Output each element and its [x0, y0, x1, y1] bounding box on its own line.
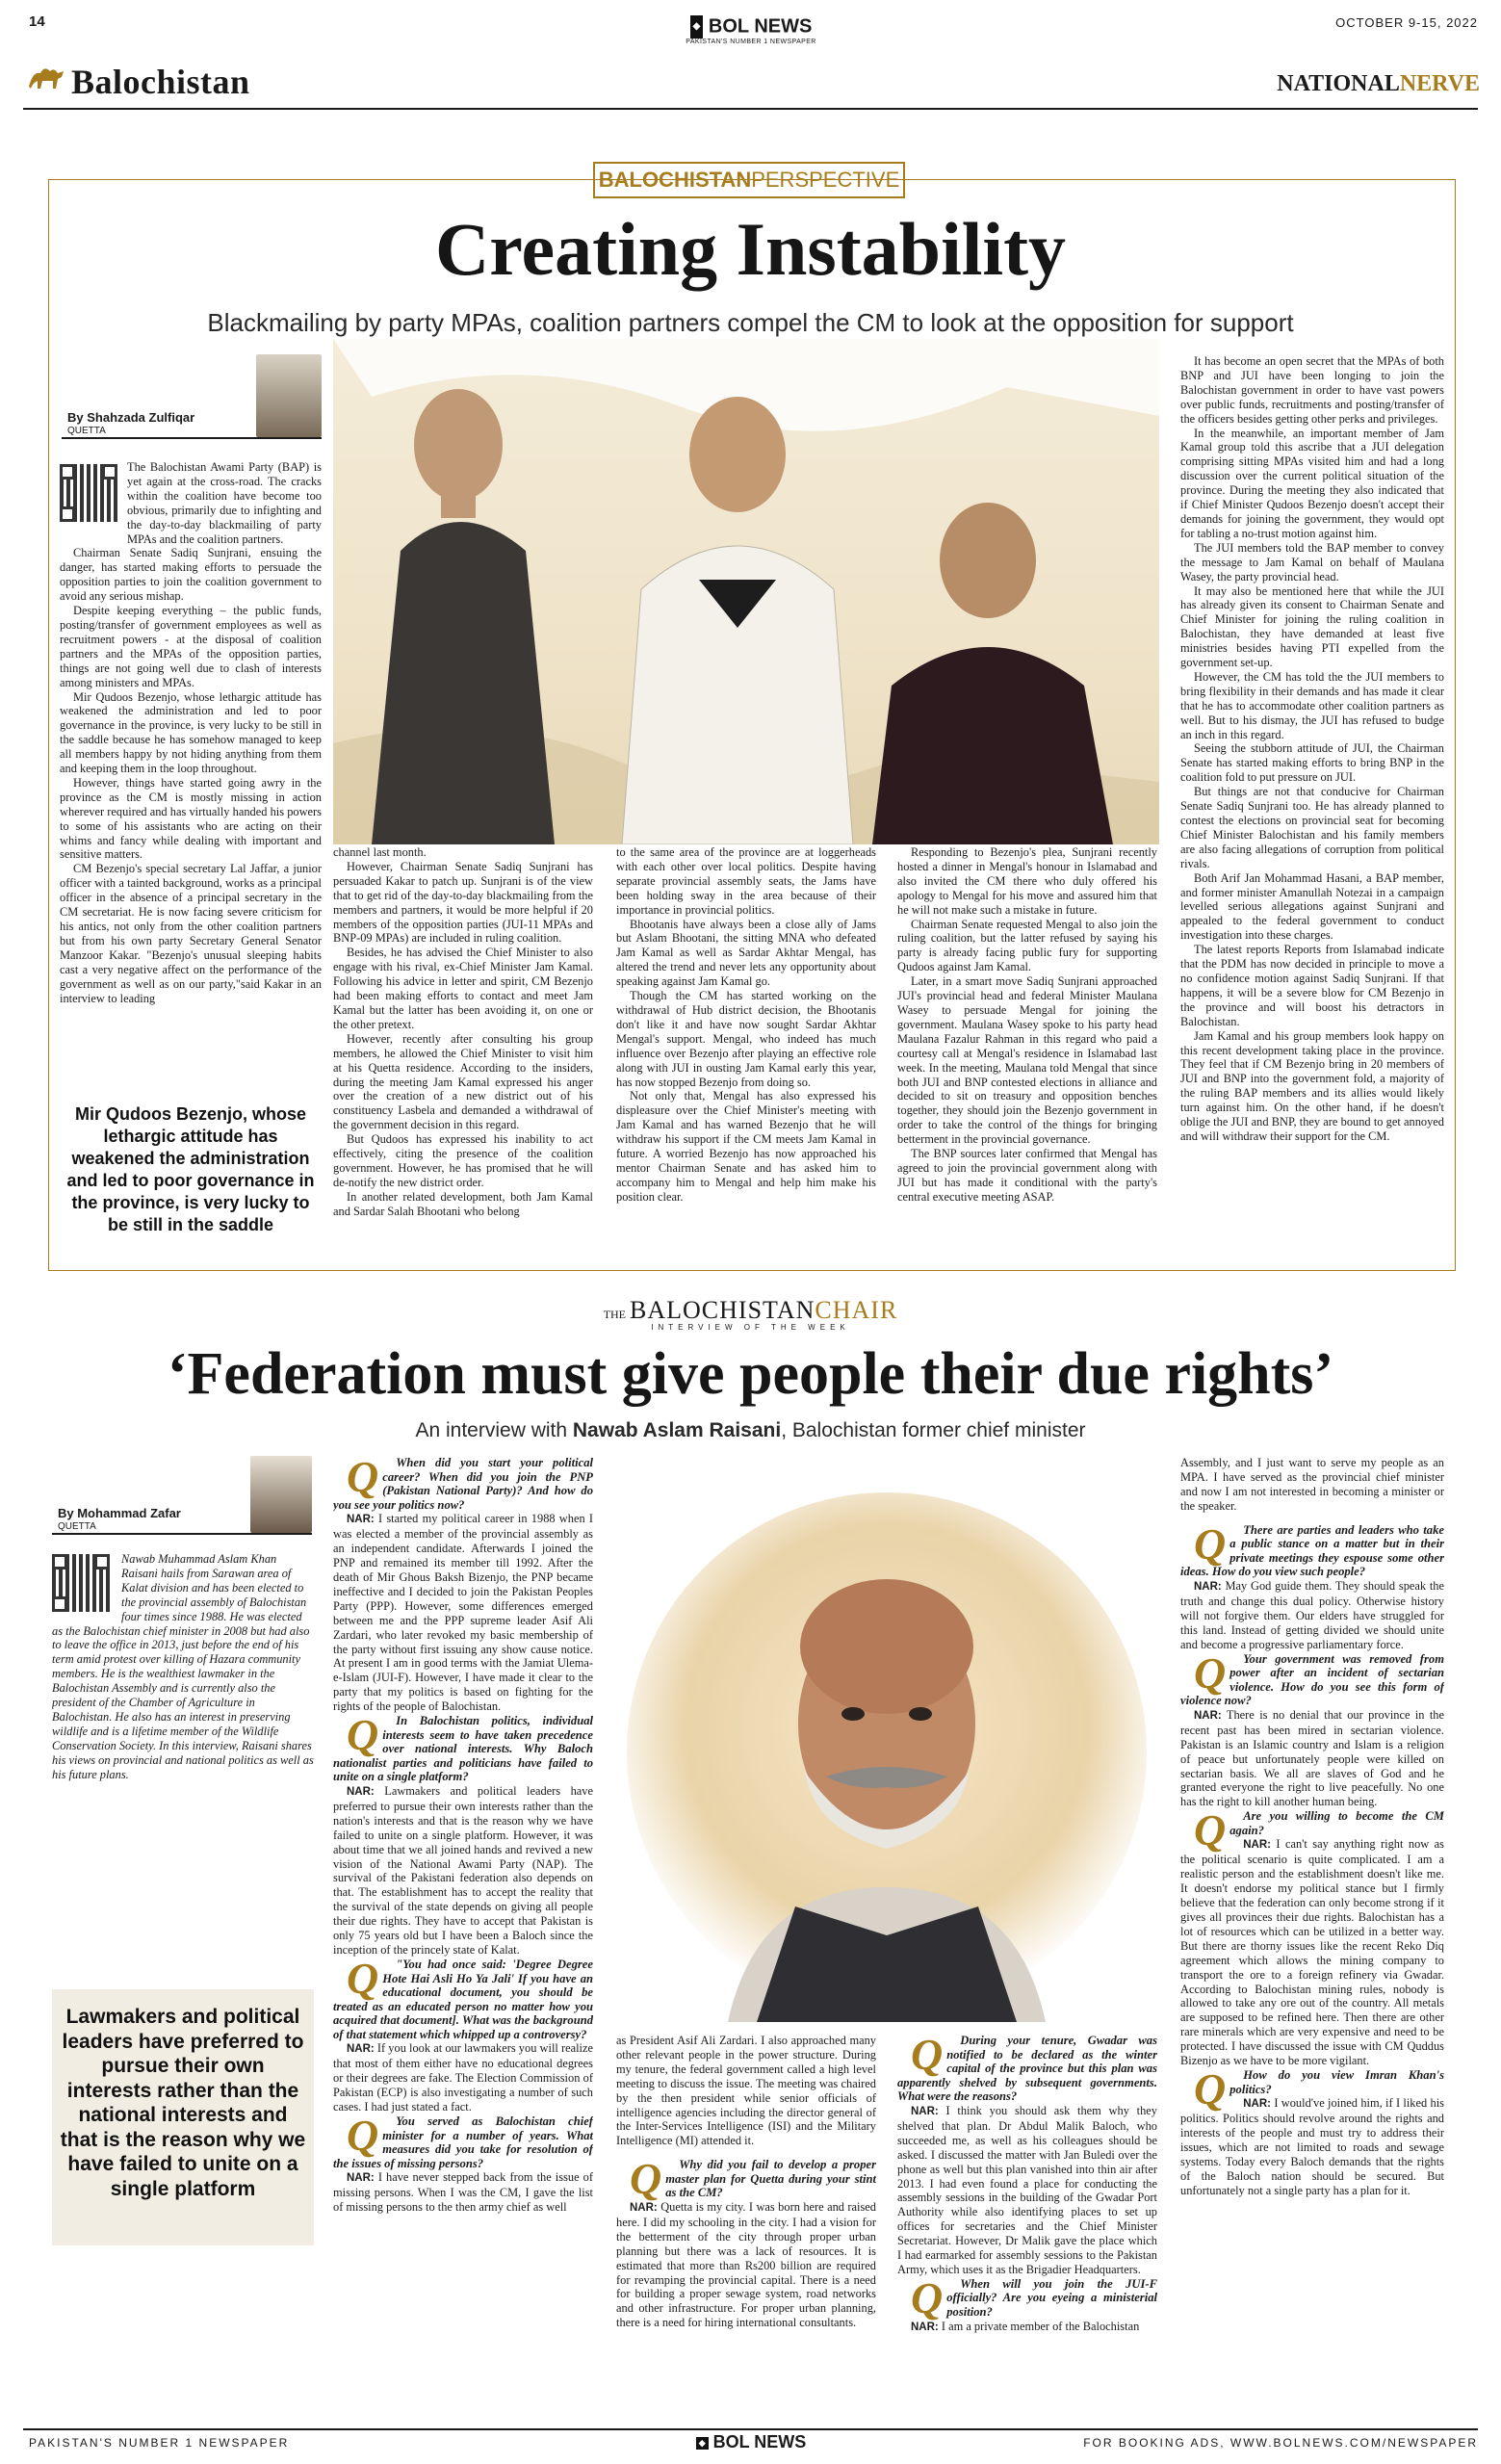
- answer: NAR: I am a private member of the Balochistan: [911, 2319, 1140, 2333]
- paragraph: But things are not that conducive for Chairman Senate Sadiq Sunjrani too. He has already planned to contest the elections on provincial seat for becoming Chief Minister Balochistan and his family members are also facing allegations of corruption from political rivals.: [1180, 785, 1444, 870]
- camel-icon: [25, 62, 67, 92]
- paragraph: Responding to Bezenjo's plea, Sunjrani recently hosted a dinner in Mengal's honour in Islamabad and also invited the CM there who duly offered his apology to Mengal for his move and assured him that he will not make such a mistake in future.: [897, 845, 1157, 917]
- bol-icon: ◆: [690, 15, 704, 39]
- paragraph: as President Asif Ali Zardari. I also approached many other relevant people in the power structure. During my tenure, the federal government called a high level meeting to discuss the issue. The meeting was chaired by the then president while senior officials of intelligence agencies including the director general of the Inter-Services Intelligence (ISI) and the Military Intelligence (MI) attended it.: [616, 2034, 876, 2148]
- answer: NAR: I started my political career in 1988 when I was elected a member of the provincial assembly as an independent candidate. Afterwards I joined the PNP and remained its member till 1992. After the death of Mir Ghous Baksh Bizenjo, the PNP became ineffective and I decided to join the Pakistan Peoples Party (PPP). However, some differences emerged between me and the PPP supreme leader Asif Ali Zardari, who later revoked my basic membership of the party without first issuing any show cause notice. At present I am in good terms with the Jamiat Ulema-e-Islam (JUI-F). However, I have made it clear to the party that my politics is based on fighting for the rights of the people of Balochistan.: [333, 1512, 593, 1714]
- paragraph: However, recently after consulting his group members, he allowed the Chief Minister to visit him at his Quetta residence. According to the insiders, during the meeting Jam Kamal expressed his anger over the creation of a new district out of his constituency Lasbela and demanded a withdrawal of the government decision in this regard.: [333, 1031, 593, 1132]
- question: Q When did you start your political career? When did you join the PNP (Pakistan National Party)? And how do you see your politics now?: [333, 1456, 593, 1512]
- politician-center: [622, 397, 853, 844]
- answer: NAR: Lawmakers and political leaders have preferred to pursue their own interests rather than the nation's interests and that is the reason why we have failed to unite on a single platform. However, it was about time that we all joined hands and revived a new vision of the National Awami Party (NAP). The survival of the Pakistani federation also depends on that. The establishment has to accept the reality that the survival of the state depends on giving all people their due rights. They have to accept that Pakistan is only 75 years old but I have been a Baloch since the inception of the princely state of Kalat.: [333, 1784, 593, 1957]
- politician-right: [872, 503, 1113, 844]
- article1-pullquote: Mir Qudoos Bezenjo, whose lethargic attitude has weakened the administration and led to poor governance in the province, is very lucky to be still in the saddle: [60, 1086, 322, 1258]
- paragraph: Despite keeping everything – the public funds, posting/transfer of government employees as well as recruitment powers - at the disposal of coalition partners and the MPAs of the opposition parties, things are not going well due to clash of interests among ministers and MPAs.: [60, 604, 322, 689]
- section-title: Balochistan: [71, 63, 250, 101]
- answer: NAR: May God guide them. They should speak the truth and change this dual policy. Otherwise history will not forgive them. Our elders have struggled for this land. Instead of getting divided we should unite and become a progressive parliamentary force.: [1180, 1579, 1444, 1651]
- section-logo: [25, 62, 67, 91]
- paragraph: Chairman Senate requested Mengal to also join the ruling coalition, but the latter refused by saying his party is already facing public fury for supporting Qudoos against Jam Kamal.: [897, 917, 1157, 974]
- paragraph: In the meanwhile, an important member of Jam Kamal group told this ascribe that a JUI delegation comprising sitting MPAs visited him and had a long discussion over the current political situation of the province. During the meeting they also indicated that if Chief Minister Qudoos Bezenjo doesn't accept their demands for joining the government, they would opt for tabling a no-trust motion against him.: [1180, 426, 1444, 540]
- q-mark: Q: [1194, 1518, 1227, 1569]
- answer: NAR: I can't say anything right now as the political scenario is quite complicated. I am a realistic person and the establishment doesn't like me. It doesn't endorse my political stance but I firmly believe that the federation can only become strong if it gives all provinces their due rights. Balochistan has a lot of resources which can be utilized in a better way. But there are thorny issues like the recent Reko Diq agreement which allows the mining company to transport the ore to a foreign refinery via Gwadar. According to Balochistan mining rules, nobody is allowed to take any ore out of the country. All metals are supposed to be refined here. Then there are other rare minerals which are very expensive and need to be protected. I have discussed the issue with CM Quddus Bizenjo as we have to be more vigilant.: [1180, 1837, 1444, 2068]
- politician-left: [372, 389, 555, 844]
- interview-column-d: [1180, 1456, 1444, 2419]
- paragraph: Seeing the stubborn attitude of JUI, the Chairman Senate has started making efforts to bring BNP in the coalition fold to put pressure on JUI.: [1180, 741, 1444, 785]
- paragraph: Both Arif Jan Mohammad Hasani, a BAP member, and former minister Amanullah Notezai in a campaign levelled serious allegations against Sunjrani and appealed to the federal government to conduct investigation into these charges.: [1180, 870, 1444, 943]
- paragraph: The JUI members told the BAP member to convey the message to Jam Kamal on behalf of Maulana Wasey, the party provincial head.: [1180, 540, 1444, 584]
- kicker-light: PERSPECTIVE: [751, 168, 900, 192]
- kicker-strong: BALOCHISTAN: [598, 168, 752, 192]
- header-rule: [23, 108, 1478, 110]
- answer: NAR: I have never stepped back from the issue of missing persons. When I was the CM, I gave the list of missing persons to the then army chief as well: [333, 2170, 593, 2215]
- kicker-the: THE: [603, 1308, 627, 1321]
- article2-intro: Nawab Muhammad Aslam Khan Raisani hails from Sarawan area of Kalat division and has been elected to the provincial assembly of Balochistan four times since 1988. He was elected as the Balochistan chief minister in 2008 but had also to leave the office in 2013, just before the end of his term amid protest over killing of Hazara community members. He is the wealthiest lawmaker in the Balochistan Assembly and is currently also the president of the Chamber of Agriculture in Balochistan. He also has an interest in preserving wildlife and is a lifetime member of the Wildlife Conservation Society. In this interview, Raisani shares his views on provincial and national politics as well as his future plans.: [52, 1552, 314, 1781]
- nerve-label: NERVE: [1399, 71, 1480, 96]
- issue-date: OCTOBER 9-15, 2022: [1335, 15, 1478, 30]
- question: Q "You had once said: 'Degree Degree Hote Hai Asli Ho Ya Jali' If you have an educational document, you should be treated as an educated person no matter how you acquired that document]. What was the background of that statement which whipped up a controversy?: [333, 1953, 593, 2041]
- footer-brand: ◆ BOL NEWS: [674, 2432, 828, 2452]
- paragraph: It may also be mentioned here that while the JUI has already given its consent to Chairman Senate and Chief Minister for joining the ruling coalition in Balochistan, they have demanded at least five ministries besides having PTI expelled from the government set-up.: [1180, 584, 1444, 670]
- question: Q How do you view Imran Khan's politics?: [1180, 2068, 1444, 2096]
- masthead-brand: BOL NEWS: [708, 15, 813, 38]
- paragraph: However, the CM has told the the JUI members to bring flexibility in their demands and has made it clear that he has to accommodate other coalition partners as well. But to his dismay, the JUI has refused to budge an inch in this regard.: [1180, 669, 1444, 741]
- q-mark: Q: [347, 1710, 379, 1760]
- paragraph: Chairman Senate Sadiq Sunjrani, ensuing the danger, has started making efforts to persuade the opposition parties to join the coalition government to avoid any serious mishap.: [60, 546, 322, 604]
- q-mark: Q: [911, 2034, 944, 2079]
- q-mark: Q: [1194, 1647, 1227, 1698]
- paragraph: Mir Qudoos Bezenjo, whose lethargic attitude has weakened the administration and led to poor governance in the province, is very lucky to be still in the saddle because he has somehow managed to keep all members happy by not hiding anything from them and keeping them in the loop throughout.: [60, 689, 322, 776]
- paragraph: Later, in a smart move Sadiq Sunjrani approached JUI's provincial head and federal Minister Maulana Wasey to persuade Mengal for joining the government. Maulana Wasey spoke to his party head Maulana Fazalur Rahman in this regard who paid a courtesy call at Mengal's residence in Islamabad last week. In the meeting, Maulana told Mengal that since both JUI and BNP contested elections in alliance and decided to sit on treasury and opposition benches together, they should join the Bezenjo government in order to take the control of the things for bringing betterment in the provincial governance.: [897, 974, 1157, 1147]
- answer: NAR: I think you should ask them why they shelved that plan. Dr Abdul Malik Baloch, who succeeded me, as well as his colleagues should be asked. I discussed the matter with Jan Buledi over the phone as well but this plan vanished into thin air after 2013. I had even found a place for conducting the assembly sessions in the building of the Gwadar Port Authority while also identifying places to set up offices for secretaries and the Chief Minister Secretariat. However, Dr Malik gave the place which I had earmarked for assembly sessions to the Pakistan Army, which uses it as the Brigadier Headquarters.: [897, 2103, 1157, 2276]
- paragraph: CM Bezenjo's special secretary Lal Jaffar, a junior officer with a tainted background, works as a principal officer in the absence of a principal secretary in the CM secretariat. He is now facing severe criticism for his antics, not only from the other coalition partners but from his own party Secretary General Senator Manzoor Kakar. "Bezenjo's unusual sleeping habits cast a very negative affect on the performance of the government as well as on our party,"said Kakar in an interview to leading: [60, 862, 322, 1005]
- question: Q You served as Balochistan chief minister for a number of years. What measures did you take for resolution of the issues of missing persons?: [333, 2111, 593, 2170]
- article2-byline: By Mohammad Zafar: [58, 1506, 181, 1520]
- question: Q In Balochistan politics, individual interests seem to have taken precedence over national interests. Why Baloch nationalist parties and politicians have failed to unite on a single platform?: [333, 1710, 593, 1784]
- national-label: NATIONAL: [1277, 71, 1400, 96]
- paragraph: It has become an open secret that the MPAs of both BNP and JUI have been longing to join the Balochistan government in order to have vast powers over public funds, recruitments and posting/transfer of the officers besides getting other perks and privileges.: [1180, 354, 1444, 426]
- question: Q There are parties and leaders who take a public stance on a matter but in their private meetings they espouse some other ideas. How do you view such people?: [1180, 1518, 1444, 1579]
- answer: NAR: I would've joined him, if I liked his politics. Politics should revolve around the rights and interests of the people and must try to address their issues, which are not limited to roads and sewage systems. Today every Baloch demands that the rights of the Baloch nation should be secured. But unfortunately not a single party has a plan for it.: [1180, 2096, 1444, 2197]
- interview-column-c: [897, 2034, 1157, 2419]
- raisani-portrait: [612, 1483, 1161, 2022]
- article1-deck: Blackmailing by party MPAs, coalition partners compel the CM to look at the opposition for support: [207, 308, 1294, 337]
- q-mark: Q: [347, 2111, 379, 2160]
- q-mark: Q: [1194, 2063, 1227, 2114]
- paragraph: Jam Kamal and his group members look happy on this recent development taking place in the province. They feel that if CM Bezenjo bring in 20 members of JUI and BNP into the government fold, a majority of the ruling BAP members and its allies would likely turn against him. On the other hand, if he doesn't oblige the JUI and BNP, they are bound to get annoyed and will withdraw their support for the CM.: [1180, 1028, 1444, 1143]
- interview-column-b: [616, 2034, 876, 2419]
- national-nerve-logo: [1277, 71, 1480, 97]
- question: Q During your tenure, Gwadar was notified to be declared as the winter capital of the province but this plan was apparently shelved by subsequent governments. What were the reasons?: [897, 2034, 1157, 2104]
- article1-dateline: QUETTA: [67, 426, 106, 436]
- article2-pullquote: Lawmakers and political leaders have preferred to pursue their own interests rather than the national interests and that is the reason why we have failed to unite on a single platform: [52, 1989, 314, 2245]
- masthead-tagline: PAKISTAN'S NUMBER 1 NEWSPAPER: [686, 39, 816, 45]
- q-mark: Q: [347, 1456, 379, 1501]
- article1-column-1: [60, 460, 322, 1096]
- paragraph: However, things have started going awry in the province as the CM is mostly missing in action wherever required and has virtually handed his powers to some of his assistants who are acting on their whims and fancy while dealing with important and sensitive matters.: [60, 775, 322, 862]
- byline-box: [62, 354, 322, 451]
- page-number: 14: [29, 13, 45, 30]
- question: Q When will you join the JUI-F officially? Are you eyeing a ministerial position?: [897, 2277, 1157, 2320]
- footer-left: PAKISTAN'S NUMBER 1 NEWSPAPER: [29, 2436, 290, 2450]
- article1-byline: By Shahzada Zulfiqar: [67, 410, 195, 425]
- answer: NAR: If you look at our lawmakers you will realize that most of them either have no educational degrees or their degrees are fake. The Election Commission of Pakistan (ECP) is also investigating a number of such cases. I had just stated a fact.: [333, 2041, 593, 2114]
- paragraph: The BNP sources later confirmed that Mengal has agreed to join the provincial government along with JUI but has made it conditional with the party's central executive meeting ASAP.: [897, 1147, 1157, 1204]
- paragraph: channel last month.: [333, 845, 427, 859]
- author-photo: [256, 354, 322, 437]
- interviewee-name: Nawab Aslam Raisani: [572, 1419, 782, 1441]
- paragraph: Not only that, Mengal has also expressed his displeasure over the Chief Minister's meeting with Jam Kamal and has warned Bezenjo that he will withdraw his support if the CM meets Jam Kamal in future. A worried Bezenjo has now approached his mentor Chairman Senate and has asked him to accompany him to Mengal and help him make his position clear.: [616, 1089, 876, 1204]
- question: Q Your government was removed from power after an incident of sectarian violence. How do you see this form of violence now?: [1180, 1647, 1444, 1708]
- paragraph: Besides, he has advised the Chief Minister to also engage with his rival, ex-Chief Minister Jam Kamal. Following his advice in letter and spirit, CM Bezenjo had been making efforts to contact and meet Jam Kamal but the latter has been avoiding it, on one or the other pretext.: [333, 946, 593, 1031]
- paragraph: The latest reports Reports from Islamabad indicate that the PDM has now decided in principle to move a no confidence motion against Sadiq Sunjrani. If that happens, it will be a severe blow for CM Bezenjo in the province and will boost his detractors in Balochistan.: [1180, 943, 1444, 1028]
- headline-creating-instability: Creating Instability: [434, 207, 1067, 291]
- byline-box-2: [52, 1456, 312, 1543]
- question: Q Are you willing to become the CM again?: [1180, 1809, 1444, 1837]
- article1-column-2: [333, 845, 593, 1261]
- q-mark: Q: [911, 2272, 944, 2322]
- kicker-sub: INTERVIEW OF THE WEEK: [651, 1323, 850, 1332]
- question: Q Why did you fail to develop a proper master plan for Quetta during your stint as the CM?: [616, 2158, 876, 2200]
- article1-column-3: [616, 845, 876, 1261]
- q-mark: Q: [630, 2154, 662, 2204]
- headline-federation: ‘Federation must give people their due rights’: [167, 1341, 1334, 1407]
- answer: NAR: Quetta is my city. I was born here and raised here. I did my schooling in the city. I had a vision for the betterment of the city through proper urban planning but there was a lack of resources. It is estimated that more than Rs200 billion are required for revamping the provincial capital. There is a need for building a proper sewage system, road networks and other infrastructure. For proper urban planning, there is a need for hiring international consultants.: [616, 2200, 876, 2330]
- article2-deck: An interview with Nawab Aslam Raisani, Balochistan former chief minister: [415, 1419, 1086, 1441]
- article1-illustration: [333, 339, 1159, 844]
- paragraph: Assembly, and I just want to serve my people as an MPA. I have served as the provincial chief minister and now I am not interested in becoming a minister or the speaker.: [1180, 1456, 1444, 1513]
- article1-column-4: [897, 845, 1157, 1261]
- bol-icon: ◆: [696, 2437, 709, 2450]
- paragraph: In another related development, both Jam Kamal and Sardar Salah Bhootani who belong: [333, 1189, 593, 1218]
- interview-column-a: [333, 1456, 593, 2419]
- paragraph: However, Chairman Senate Sadiq Sunjrani has persuaded Kakar to patch up. Sunjrani is of the view that to get rid of the day-to-day blackmailing from the members and partners, it would be more helpful if 20 members of the opposition parties (JUI-11 MPAs and BNP-09 MPAs) are included in ruling coalition.: [333, 859, 593, 946]
- q-mark: Q: [347, 1953, 379, 2003]
- perspective-kicker: [593, 162, 905, 198]
- footer-right[interactable]: FOR BOOKING ADS, WWW.BOLNEWS.COM/NEWSPAPER: [1083, 2436, 1478, 2450]
- paragraph: Though the CM has started working on the withdrawal of Hub district decision, the Bhootanis don't like it and have now sought Sardar Akhtar Mengal's support. Mengal, who indeed has much influence over Bezenjo after playing an effective role along with JUI in ousting Jam Kamal early this year, has now stopped Bezenjo from doing so.: [616, 989, 876, 1089]
- paragraph: But Qudoos has expressed his inability to act effectively, citing the presence of the coalition government. However, he has promised that he will de-notify the new district order.: [333, 1132, 593, 1189]
- article1-lead: The Balochistan Awami Party (BAP) is yet again at the cross-road. The cracks within the coalition have become too obvious, primarily due to infighting and the day-to-day blackmailing of party MPAs and the coalition partners.: [127, 460, 322, 546]
- q-mark: Q: [1194, 1805, 1227, 1855]
- masthead-logo: [674, 15, 828, 45]
- article1-column-5: [1180, 354, 1444, 1261]
- chair-kicker: [0, 1296, 1501, 1332]
- footer-rule: [23, 2428, 1478, 2430]
- paragraph: Bhootanis have always been a close ally of Jams but Aslam Bhootani, the sitting MNA who defeated Jam Kamal as well as Sardar Akhtar Mengal, has altered the trend and never lets any opportunity about speaking against Jam Kamal go.: [616, 917, 876, 989]
- answer: NAR: There is no denial that our province in the recent past has been mired in sectarian violence. Pakistan is an Islamic country and Islam is a religion of peace but unfortunately people were killed on sectarian basis. We all are slaves of God and he granted everyone the right to live peacefully. No one has the right to kill another human being.: [1180, 1707, 1444, 1809]
- author-photo: [250, 1456, 312, 1533]
- kicker-chair: CHAIR: [815, 1296, 898, 1324]
- article2-dateline: QUETTA: [58, 1521, 96, 1532]
- paragraph: to the same area of the province are at loggerheads with each other over local politics. Despite having separate provincial assembly seats, the Jams have been holding sway in the area because of their importance in provincial politics.: [616, 845, 876, 917]
- kicker-balochistan: BALOCHISTAN: [630, 1296, 815, 1324]
